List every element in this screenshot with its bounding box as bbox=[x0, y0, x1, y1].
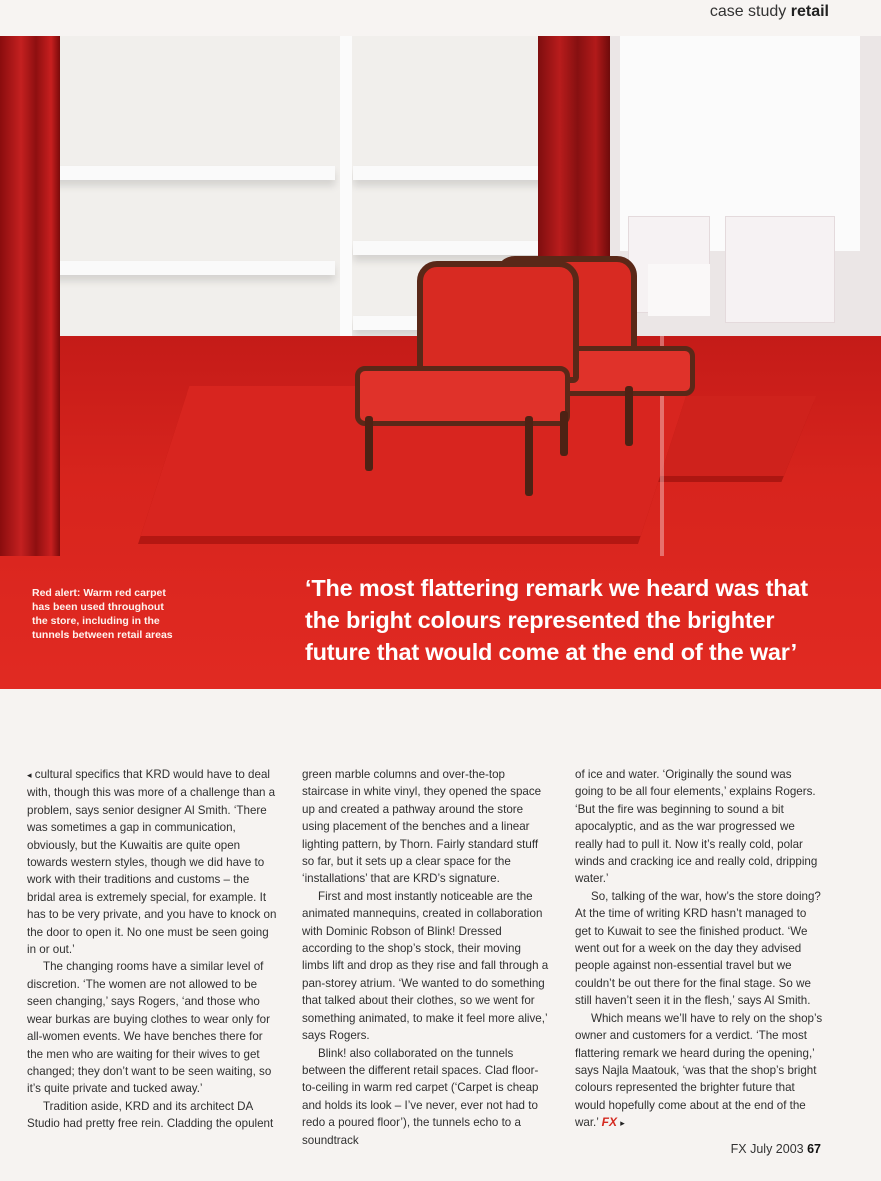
paragraph: green marble columns and over-the-top staircase in white vinyl, they opened the space up and created a pathway around the store using placement of the benches and a linear lighting pattern, by Thorn. Fairly standard stuff so far, but it sets up a clear space for the ‘installations’ that are KRD’s signature. bbox=[302, 768, 542, 886]
article-column-1 bbox=[27, 766, 279, 1133]
issue-label: FX July 2003 bbox=[730, 1142, 804, 1156]
photo-caption: Red alert: Warm red carpet has been used throughout the store, including in the tunnels between retail areas bbox=[32, 587, 173, 641]
settee-seat bbox=[355, 366, 570, 426]
section-label-bold: retail bbox=[790, 3, 829, 20]
paragraph: Tradition aside, KRD and its architect DA Studio had pretty free rein. Cladding the opulent bbox=[27, 1099, 274, 1131]
paragraph bbox=[575, 1010, 823, 1133]
pull-quote: ‘The most flattering remark we heard was that the bright colours represented the brighter future that would come at the end of the war’ bbox=[305, 575, 808, 665]
article-column-2 bbox=[302, 766, 550, 1149]
shelf bbox=[35, 166, 335, 180]
paragraph: of ice and water. ‘Originally the sound was going to be all four elements,’ explains Rogers. ‘But the fire was beginning to sound a bit apocalyptic, and as the war progressed we really had to pull it. Now it’s really cold, polar winds and cracking ice and really cold, dripping water.’ bbox=[575, 768, 818, 886]
end-arrow-icon: ▸ bbox=[620, 1118, 625, 1129]
fx-end-mark: FX bbox=[601, 1115, 617, 1130]
settee-leg bbox=[560, 411, 568, 456]
paragraph-text: cultural specifics that KRD would have to deal with, though this was more of a challenge than a problem, says senior designer Al Smith. ‘There was sometimes a gap in communication, obviously, but the Kuwaitis are quite open towards western styles, though we did have to work with their traditions and customs – the bridal area is extremely special, for example. It has to be very private, and you have to knock on the door to open it. No one must be seen going in or out.’ bbox=[27, 768, 277, 957]
continued-arrow-icon: ◂ bbox=[27, 770, 32, 780]
shelf bbox=[353, 241, 543, 255]
paragraph: Blink! also collaborated on the tunnels between the different retail spaces. Clad floor-to-ceiling in warm red carpet (‘Carpet is cheap and holds its look – I’ve never, ever not had to redo a poured floor’), the tunnels echo to a soundtrack bbox=[302, 1046, 539, 1147]
white-armchair bbox=[725, 216, 835, 323]
paragraph: So, talking of the war, how’s the store doing? At the time of writing KRD hasn’t managed to get to Kuwait to see the finished product. ‘We went out for a week on the day they advised people against non-essential travel but we couldn’t be out there for the final stage. So we still haven’t seen it in the flesh,’ says Al Smith. bbox=[575, 889, 821, 1008]
section-label bbox=[710, 3, 829, 21]
settee-leg bbox=[525, 416, 533, 496]
paragraph: First and most instantly noticeable are the animated mannequins, created in collaboration with Dominic Robson of Blink! Dressed according to the shop’s stock, their moving limbs lift and drop as they rise and fall through a pan-storey atrium. ‘We wanted to do something that talked about their clothes, so we went for something animated, to make it feel more alive,’ says Rogers. bbox=[302, 889, 549, 1043]
settee-leg bbox=[365, 416, 373, 471]
page-footer bbox=[731, 1142, 821, 1156]
page-number: 67 bbox=[807, 1142, 821, 1156]
page-header bbox=[0, 0, 881, 36]
store-photo bbox=[0, 36, 881, 689]
article-column-3 bbox=[575, 766, 823, 1133]
red-settee-front bbox=[355, 261, 585, 511]
shelf bbox=[353, 166, 543, 180]
paragraph: The changing rooms have a similar level of discretion. ‘The women are not allowed to be seen changing,’ says Rogers, ‘and those who wear burkas are buying clothes to wear only for all-women events. We have benches there for the men who are waiting for their wives to get changed; they don’t want to be seen waiting, so it’s quite private and tucked away.’ bbox=[27, 960, 272, 1096]
shelf bbox=[35, 261, 335, 275]
settee-leg bbox=[625, 386, 633, 446]
curtain-left bbox=[0, 36, 60, 556]
settee-backrest bbox=[417, 261, 579, 383]
paragraph-text: Which means we’ll have to rely on the shop’s owner and customers for a verdict. ‘The most flattering remark we heard during the opening,’ says Najla Maatouk, ‘was that the shop’s bright colours represented the brighter future that would hopefully come about at the end of the war.’ bbox=[575, 1011, 823, 1130]
section-label-light: case study bbox=[709, 3, 787, 20]
paragraph bbox=[27, 766, 279, 958]
